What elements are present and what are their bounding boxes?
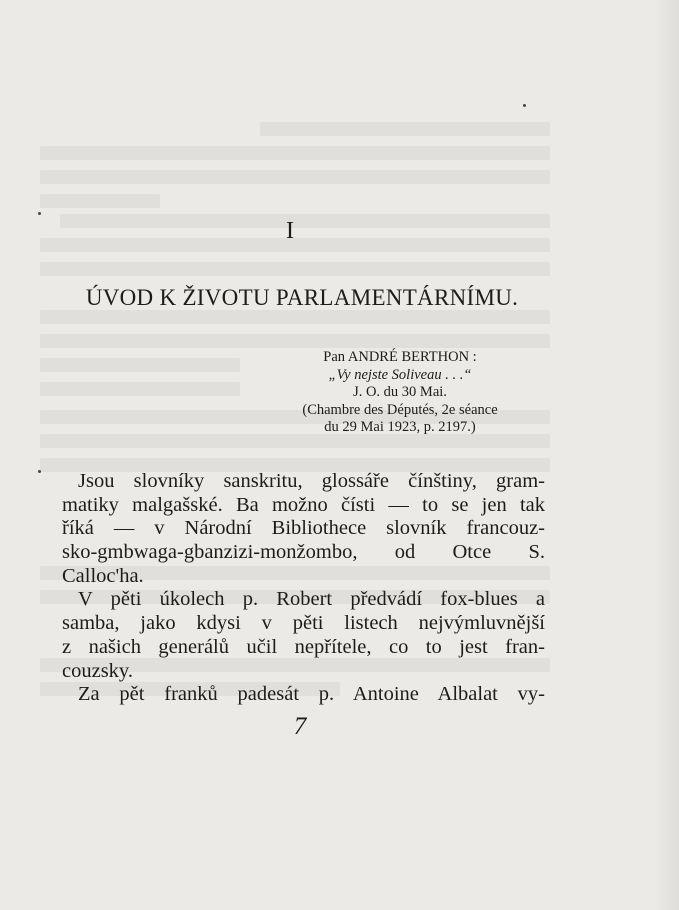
ink-speck <box>38 470 41 473</box>
body-line: V pěti úkolech p. Robert předvádí fox-blues a <box>78 588 545 611</box>
body-text <box>62 470 545 707</box>
body-line: z našich generálů učil nepřítele, co to jest fran- <box>62 635 545 658</box>
page-edge-shadow <box>655 0 679 910</box>
body-line: Calloc'ha. <box>62 564 144 587</box>
ink-speck <box>38 212 41 215</box>
epigraph <box>250 349 550 437</box>
body-line: Jsou slovníky sanskritu, glossáře čínštiny, gram- <box>78 470 545 492</box>
epigraph-source: J. O. du 30 Mai. <box>353 384 447 400</box>
epigraph-attribution: Pan ANDRÉ BERTHON : <box>323 349 477 365</box>
epigraph-session: (Chambre des Députés, 2e séance <box>302 401 498 418</box>
ink-speck <box>523 104 526 107</box>
epigraph-quote: „Vy nejste Soliveau . . .“ <box>328 366 472 383</box>
chapter-number: I <box>286 218 294 244</box>
body-line: matiky malgašské. Ba možno čísti — to se jen tak <box>62 493 545 516</box>
page-number: 7 <box>293 713 307 740</box>
body-line: Za pět franků padesát p. Antoine Albalat vy- <box>78 683 545 706</box>
body-line: říká — v Národní Bibliothece slovník francouz- <box>62 517 545 540</box>
chapter-title: ÚVOD K ŽIVOTU PARLAMENTÁRNÍMU. <box>85 285 519 310</box>
body-line: samba, jako kdysi v pěti listech nejvýmluvnější <box>62 612 545 635</box>
body-line: couzsky. <box>62 659 133 682</box>
body-line: sko-gmbwaga-gbanzizi-monžombo, od Otce S. <box>62 541 545 564</box>
epigraph-date: du 29 Mai 1923, p. 2197.) <box>324 419 476 435</box>
